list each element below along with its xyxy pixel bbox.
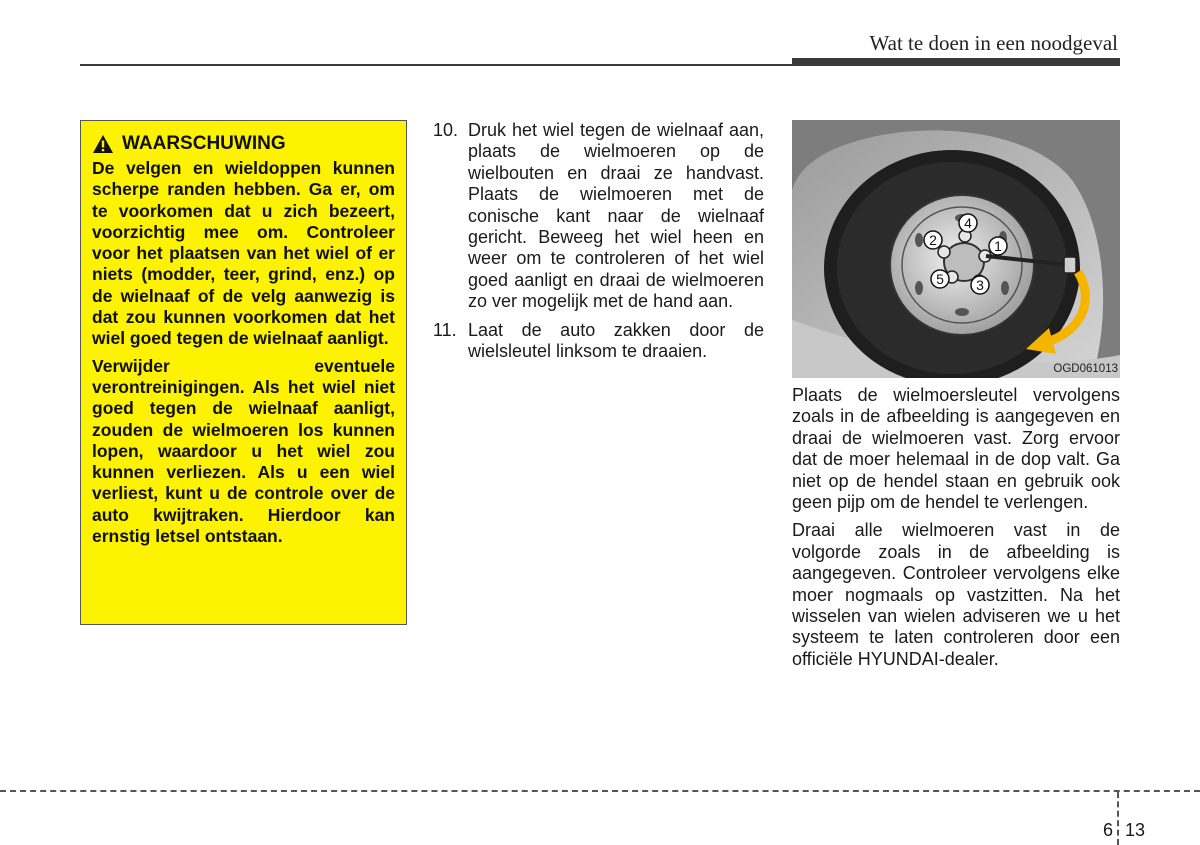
header-rule	[80, 64, 792, 66]
wheel-figure	[792, 120, 1120, 378]
warning-triangle-icon	[92, 134, 114, 154]
header-rule-accent	[792, 58, 1120, 66]
nut-number: 4	[964, 215, 972, 231]
nut-number: 1	[994, 238, 1002, 254]
step-item	[433, 120, 764, 313]
nut-number: 5	[936, 271, 944, 287]
step-item	[433, 320, 764, 363]
chapter-number: 6	[1103, 820, 1114, 840]
step-text: Druk het wiel tegen de wielnaaf aan, plaats de wielmoeren op de wielbouten en draai ze handvast. Plaats de wielmoeren met de conische kant naar de wielnaaf gericht. Beweeg het wiel heen en weer om te controleren of het wiel goed aanligt en draai de wielmoeren zo ver mogelijk met de hand aan.	[468, 120, 764, 312]
step-number: 10.	[433, 120, 459, 140]
warning-box	[80, 120, 407, 625]
instruction-steps	[433, 120, 764, 369]
figure-label: OGD061013	[1053, 363, 1118, 375]
wrench-end	[1064, 257, 1076, 273]
warning-heading	[92, 133, 395, 155]
wheel-illustration	[792, 120, 1120, 378]
page-number: 13	[1125, 820, 1146, 840]
footer-divider	[0, 790, 1200, 792]
warning-paragraph: Verwijder eventuele verontreinigingen. Als het wiel niet goed tegen de wielnaaf aanligt, zouden de wielmoeren los kunnen lopen, waardoor u het wiel zou kunnen verliezen. Als u een wiel verliest, kunt u de controle over de auto kwijtraken. Hierdoor kan ernstig letsel ontstaan.	[92, 355, 395, 547]
warning-title: WAARSCHUWING	[122, 133, 286, 154]
body-paragraph: Plaats de wielmoersleutel vervolgens zoals in de afbeelding is aangegeven en draai de wielmoeren vast. Zorg ervoor dat de moer helemaal in de dop valt. Ga niet op de hendel staan en gebruik ook geen pijp om de hendel te verlengen.	[792, 385, 1120, 513]
body-paragraph: Draai alle wielmoeren vast in de volgorde zoals in de afbeelding is aangegeven. Controleer vervolgens elke moer nogmaals op vastzitten. Na het wisselen van wielen adviseren we u het systeem te laten controleren door een officiële HYUNDAI-dealer.	[792, 520, 1120, 669]
footer-page-divider	[1117, 792, 1119, 845]
right-column	[792, 385, 1120, 677]
step-text: Laat de auto zakken door de wielsleutel linksom te draaien.	[468, 319, 764, 362]
warning-paragraph: De velgen en wieldoppen kunnen scherpe randen hebben. Ga er, om te voorkomen dat u zich bezeert, voorzichtig mee om. Controleer voor het plaatsen van het wiel of er niets (modder, teer, grind, enz.) op de wielnaaf of de velg aanwezig is dat zou kunnen voorkomen dat het wiel goed tegen de wielnaaf aanligt.	[92, 158, 395, 349]
step-number: 11.	[433, 319, 457, 340]
nut-number: 3	[976, 277, 984, 293]
page-header-title: Wat te doen in een noodgeval	[869, 31, 1118, 55]
nut-number: 2	[929, 232, 937, 248]
